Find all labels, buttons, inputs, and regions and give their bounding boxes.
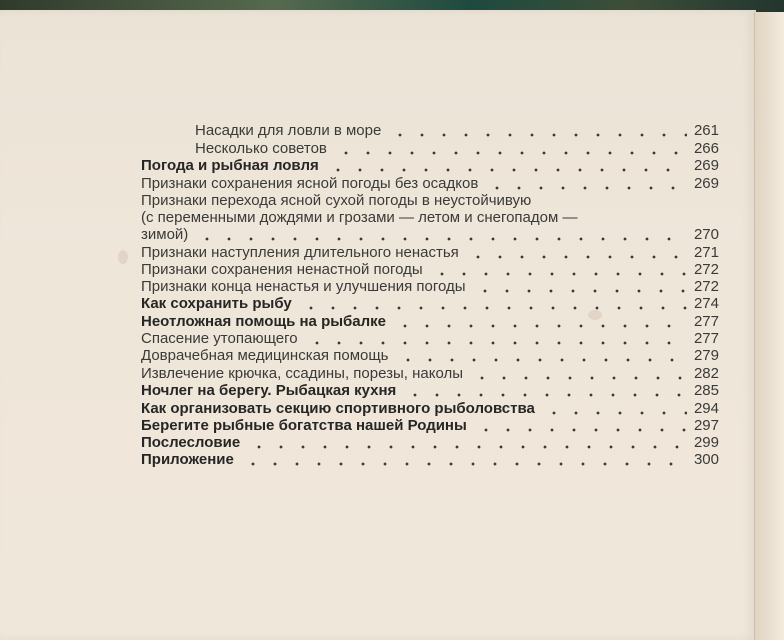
toc-entry-page: 272 <box>693 278 719 295</box>
toc-entry-title: Приложение <box>141 451 234 468</box>
leader-dots <box>475 428 687 432</box>
toc-entry-page: 271 <box>693 244 719 261</box>
toc-entry <box>141 295 719 313</box>
toc-entry-page: 294 <box>693 400 719 417</box>
toc-entry-page: 277 <box>693 330 719 347</box>
toc-entry <box>141 417 719 435</box>
toc-entry-title: Неотложная помощь на рыбалке <box>141 313 387 330</box>
leader-dots <box>397 358 688 362</box>
toc-entry-title: Извлечение крючка, ссадины, порезы, наколы <box>141 365 464 382</box>
leader-dots <box>327 168 687 172</box>
leader-dots <box>431 272 687 276</box>
toc-entry-title: Признаки сохранения ненастной погоды <box>141 261 423 278</box>
toc-entry-page: 272 <box>693 261 719 278</box>
toc-entry-page: 277 <box>693 313 719 330</box>
toc-entry-page: 299 <box>693 434 719 451</box>
leader-dots <box>248 445 687 449</box>
leader-dots <box>467 255 687 259</box>
toc-entry <box>141 244 719 262</box>
leader-dots <box>196 237 687 241</box>
toc-entry <box>141 226 719 244</box>
toc-entry-title: Спасение утопающего <box>141 330 298 347</box>
leader-dots <box>471 376 687 380</box>
leader-dots <box>394 324 687 328</box>
toc-entry-page: 282 <box>693 365 719 382</box>
leader-dots <box>335 151 687 155</box>
toc-entry <box>195 122 719 140</box>
leader-dots <box>389 133 687 137</box>
toc-entry <box>141 175 719 193</box>
toc-entry-line <box>141 209 577 227</box>
leader-dots <box>404 393 687 397</box>
toc-entry <box>141 451 719 469</box>
toc-entry <box>141 365 719 383</box>
toc-entry <box>141 330 719 348</box>
leader-dots <box>486 186 687 190</box>
toc-entry-title: Как организовать секцию спортивного рыболовства <box>141 400 535 417</box>
toc-entry <box>141 157 719 175</box>
toc-entry-page: 285 <box>693 382 719 399</box>
leader-dots <box>543 411 687 415</box>
toc-entry <box>141 434 719 452</box>
leader-dots <box>300 306 687 310</box>
toc-entry-page: 269 <box>693 157 719 174</box>
toc-entry-line <box>141 192 719 210</box>
toc-entry-title: Ночлег на берегу. Рыбацкая кухня <box>141 382 397 399</box>
toc-entry-page: 269 <box>693 175 719 192</box>
toc-entry-title: Берегите рыбные богатства нашей Родины <box>141 417 467 434</box>
toc-entry-title: Погода и рыбная ловля <box>141 157 319 174</box>
toc-entry-title: Как сохранить рыбу <box>141 295 292 312</box>
toc-entry-page: 274 <box>693 295 719 312</box>
toc-entry <box>141 400 719 418</box>
leader-dots <box>474 289 687 293</box>
toc-entry-title-line: (с переменными дождями и грозами — летом и снегопадом — <box>141 209 578 226</box>
toc-entry-title: Доврачебная медицинская помощь <box>141 347 389 364</box>
toc-entry-title: Признаки конца ненастья и улучшения погоды <box>141 278 466 295</box>
toc-entry-title-line: Признаки перехода ясной сухой погоды в неустойчивую <box>141 192 532 209</box>
toc-entry-title: Насадки для ловли в море <box>195 122 382 139</box>
toc-entry-title: Признаки наступления длительного ненастья <box>141 244 459 261</box>
toc-entry-page: 279 <box>693 347 719 364</box>
toc-entry-page: 297 <box>693 417 719 434</box>
toc-entry-title: Послесловие <box>141 434 241 451</box>
toc-entry <box>141 261 719 279</box>
toc-entry <box>141 313 719 331</box>
toc-entry-page: 266 <box>693 140 719 157</box>
toc-entry-page: 300 <box>693 451 719 468</box>
toc-entry <box>141 278 719 296</box>
toc-entry <box>195 140 719 158</box>
leader-dots <box>306 341 687 345</box>
toc-entry <box>141 382 719 400</box>
toc-entry-title-line: зимой) <box>141 226 189 243</box>
toc-entry-page: 261 <box>693 122 719 139</box>
toc-entry-title: Признаки сохранения ясной погоды без осадков <box>141 175 479 192</box>
toc-entry-title: Несколько советов <box>195 140 327 157</box>
leader-dots <box>242 462 687 466</box>
toc-entry <box>141 347 719 365</box>
toc-entry-page: 270 <box>693 226 719 243</box>
